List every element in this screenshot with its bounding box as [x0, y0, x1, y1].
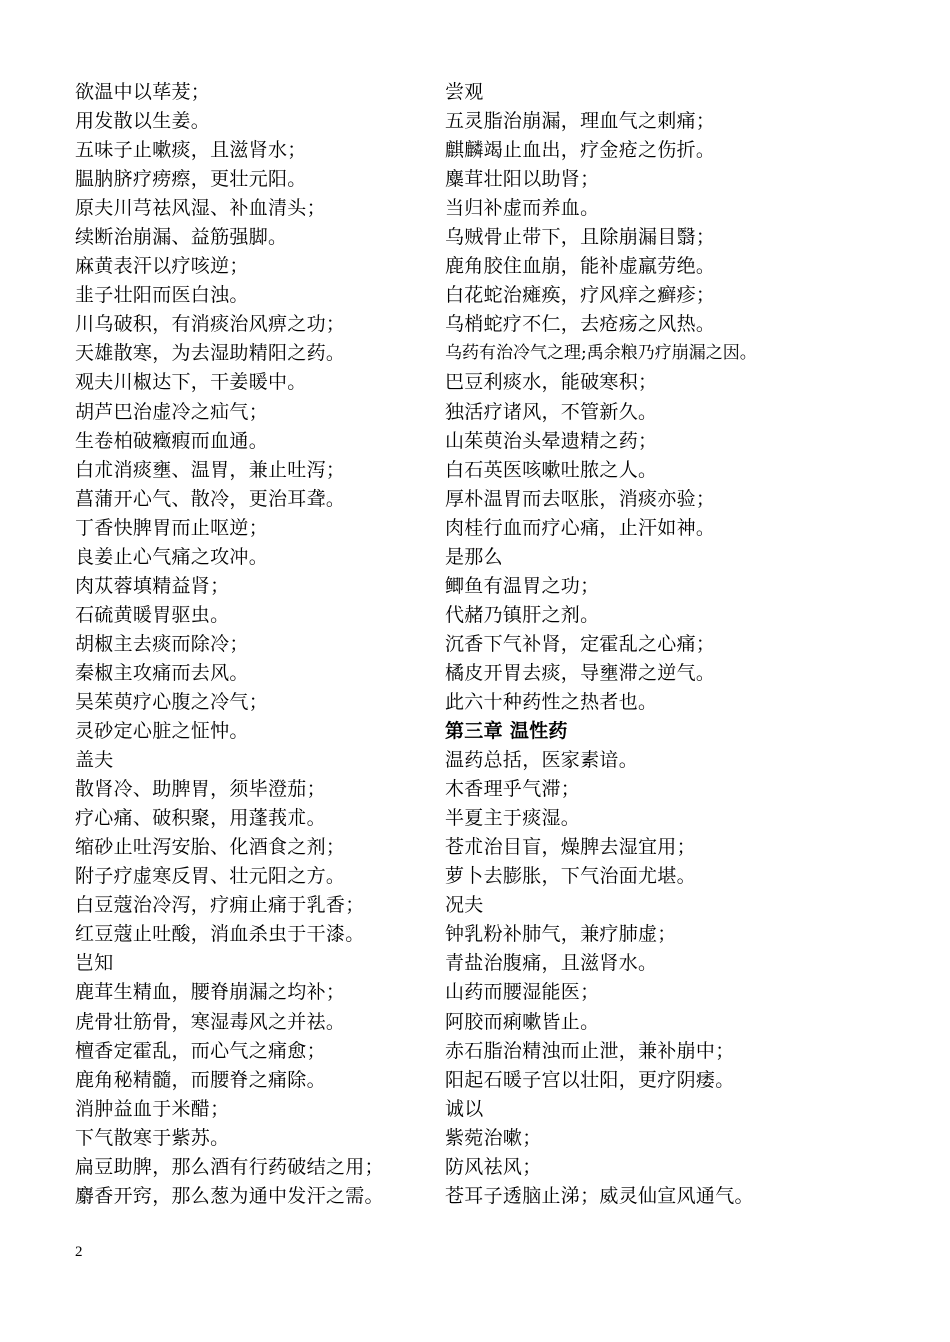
text-line: 五味子止嗽痰，且滋肾水； [75, 139, 307, 162]
text-line: 乌梢蛇疗不仁，去疮疡之风热。 [445, 313, 716, 336]
text-line: 腽肭脐疗痨瘵，更壮元阳。 [75, 168, 307, 191]
text-line: 青盐治腹痛，且滋肾水。 [445, 952, 658, 975]
text-line: 白花蛇治瘫痪，疗风痒之癣疹； [445, 284, 716, 307]
text-line: 厚朴温胃而去呕胀，消痰亦验； [445, 487, 716, 510]
text-line: 阳起石暖子宫以壮阳，更疗阴痿。 [445, 1068, 735, 1091]
text-line: 阿胶而痢嗽皆止。 [445, 1010, 600, 1033]
text-line: 橘皮开胃去痰，导壅滞之逆气。 [445, 661, 716, 684]
text-line: 鹿角胶住血崩，能补虚羸劳绝。 [445, 255, 716, 278]
text-line: 盖夫 [75, 749, 114, 772]
text-line: 散肾冷、助脾胃，须毕澄茄； [75, 778, 326, 801]
text-line: 缩砂止吐泻安胎、化酒食之剂； [75, 836, 346, 859]
text-line: 半夏主于痰湿。 [445, 807, 581, 830]
text-line: 灵砂定心脏之怔忡。 [75, 720, 249, 743]
left-text-column [75, 78, 435, 1211]
text-line: 疗心痛、破积聚，用蓬莪朮。 [75, 807, 326, 830]
text-line: 川乌破积，有消痰治风痹之功； [75, 313, 346, 336]
text-line: 肉苁蓉填精益肾； [75, 574, 230, 597]
text-line: 岂知 [75, 952, 114, 975]
text-line: 诚以 [445, 1097, 484, 1120]
page-number: 2 [75, 1244, 83, 1260]
text-line: 扁豆助脾，那么酒有行药破结之用； [75, 1155, 384, 1178]
text-line: 秦椒主攻痛而去风。 [75, 661, 249, 684]
text-line: 红豆蔻止吐酸，消血杀虫于干漆。 [75, 923, 365, 946]
text-line: 防风祛风； [445, 1155, 542, 1178]
text-line: 五灵脂治崩漏，理血气之刺痛； [445, 110, 716, 133]
text-line: 沉香下气补肾，定霍乱之心痛； [445, 632, 716, 655]
text-line: 丁香快脾胃而止呕逆； [75, 516, 269, 539]
text-line: 虎骨壮筋骨，寒湿毒风之并祛。 [75, 1010, 346, 1033]
text-line: 山茱萸治头晕遗精之药； [445, 429, 658, 452]
text-line: 当归补虚而养血。 [445, 197, 600, 220]
text-line: 良姜止心气痛之攻冲。 [75, 545, 269, 568]
text-line: 肉桂行血而疗心痛，止汗如神。 [445, 516, 716, 539]
text-line: 是那么 [445, 545, 503, 568]
text-line: 山药而腰湿能医； [445, 981, 600, 1004]
text-line: 鲫鱼有温胃之功； [445, 574, 600, 597]
text-line: 下气散寒于紫苏。 [75, 1126, 230, 1149]
text-line: 菖蒲开心气、散冷，更治耳聋。 [75, 487, 346, 510]
text-line: 木香理乎气滞； [445, 778, 581, 801]
text-line: 白石英医咳嗽吐脓之人。 [445, 458, 658, 481]
text-line: 此六十种药性之热者也。 [445, 690, 658, 713]
chapter-heading: 第三章 温性药 [445, 720, 568, 743]
text-line: 萝卜去膨胀，下气治面尤堪。 [445, 865, 696, 888]
text-line: 赤石脂治精浊而止泄，兼补崩中； [445, 1039, 735, 1062]
text-line: 韭子壮阳而医白浊。 [75, 284, 249, 307]
text-line: 苍朮治目盲，燥脾去湿宜用； [445, 836, 696, 859]
text-line: 麒麟竭止血出，疗金疮之伤折。 [445, 139, 716, 162]
text-line: 天雄散寒，为去湿助精阳之药。 [75, 342, 346, 365]
text-line: 欲温中以荜茇； [75, 81, 211, 103]
text-line: 石硫黄暖胃驱虫。 [75, 603, 230, 626]
text-line: 巴豆利痰水，能破寒积； [445, 371, 658, 394]
text-line: 鹿角秘精髓，而腰脊之痛除。 [75, 1068, 326, 1091]
text-line: 白豆蔻治冷泻，疗痈止痛于乳香； [75, 894, 365, 917]
text-line: 用发散以生姜。 [75, 110, 211, 133]
text-line: 乌贼骨止带下，且除崩漏目翳； [445, 226, 716, 249]
text-line: 附子疗虚寒反胃、壮元阳之方。 [75, 865, 346, 888]
text-line: 白朮消痰壅、温胃，兼止吐泻； [75, 458, 346, 481]
text-line: 麻黄表汗以疗咳逆； [75, 255, 249, 278]
text-line: 鹿茸生精血，腰脊崩漏之均补； [75, 981, 346, 1004]
text-line: 独活疗诸风，不管新久。 [445, 400, 658, 423]
text-line: 消肿益血于米醋； [75, 1097, 230, 1120]
text-line: 紫菀治嗽； [445, 1126, 542, 1149]
text-line: 胡芦巴治虚冷之疝气； [75, 400, 269, 423]
text-line: 钟乳粉补肺气，兼疗肺虚； [445, 923, 677, 946]
text-line: 檀香定霍乱，而心气之痛愈； [75, 1039, 326, 1062]
text-line: 苍耳子透脑止涕；威灵仙宣风通气。 [445, 1184, 754, 1207]
text-line: 麝香开窍，那么葱为通中发汗之需。 [75, 1184, 384, 1207]
text-line: 生卷柏破癥瘕而血通。 [75, 429, 269, 452]
text-line: 温药总括，医家素谙。 [445, 749, 639, 772]
text-line: 尝观 [445, 81, 484, 103]
text-line: 乌药有治冷气之理;禹余粮乃疗崩漏之因。 [445, 343, 757, 364]
text-line: 原夫川芎祛风湿、补血清头； [75, 197, 326, 220]
text-line: 麋茸壮阳以助肾； [445, 168, 600, 191]
text-line: 胡椒主去痰而除冷； [75, 632, 249, 655]
text-line: 况夫 [445, 894, 484, 917]
text-line: 吴茱萸疗心腹之冷气； [75, 690, 269, 713]
text-line: 观夫川椒达下，干姜暖中。 [75, 371, 307, 394]
right-text-column [445, 78, 825, 1211]
text-line: 代赭乃镇肝之剂。 [445, 603, 600, 626]
text-line: 续断治崩漏、益筋强脚。 [75, 226, 288, 249]
